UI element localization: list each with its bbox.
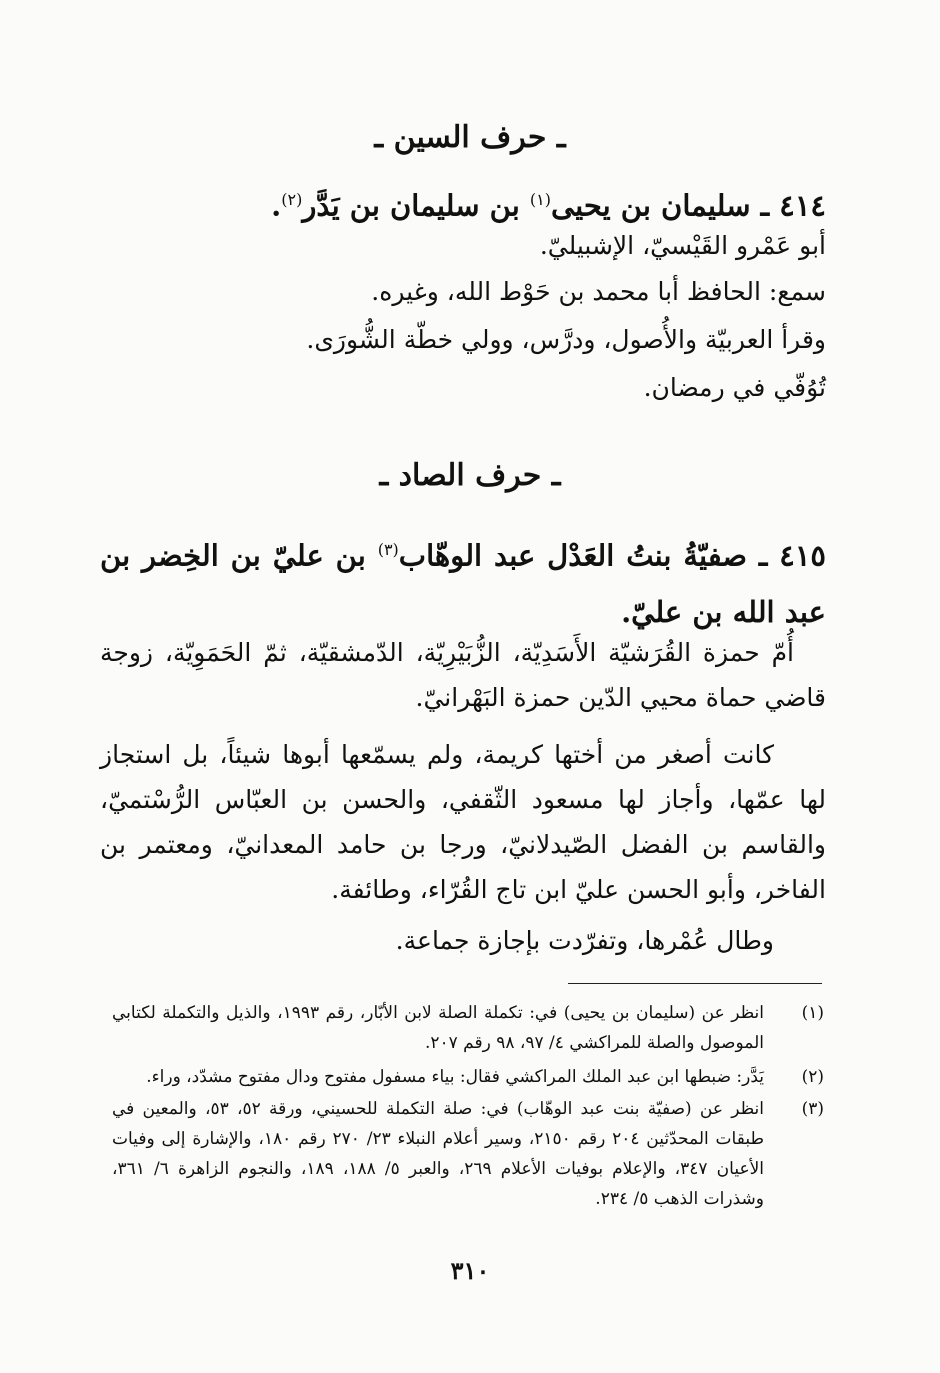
entry-415-paragraph: أُمّ حمزة القُرَشيّة الأَسَدِيّة، الزُّبَيْرِيّة، الدّمشقيّة، ثمّ الحَمَوِيّة، زوجة قاضي حماة محيي الدّين حمزة البَهْرانيّ. xyxy=(100,638,826,712)
footnote-ref-3: (٣) xyxy=(377,540,399,559)
entry-414-line: سمع: الحافظ أبا محمد بن حَوْط الله، وغيره. xyxy=(371,277,826,306)
section-heading-sad: ـ حرف الصاد ـ xyxy=(379,458,561,493)
footnote-text: يَدَّر: ضبطها ابن عبد الملك المراكشي فقال: بياء مسفول مفتوح ودال مفتوح مشدّد، وراء. xyxy=(146,1067,764,1087)
footnote-number: (٢) xyxy=(801,1067,824,1087)
entry-414-line: أبو عَمْرو القَيْسيّ، الإشبيليّ. xyxy=(539,231,826,260)
entry-414-line: تُوُفّي في رمضان. xyxy=(643,373,826,402)
footnote-number: (١) xyxy=(801,1003,824,1023)
footnote-ref-1: (١) xyxy=(529,190,551,209)
footnote-text: انظر عن (سليمان بن يحيى) في: تكملة الصلة لابن الأبّار، رقم ١٩٩٣، والذيل والتكملة لكتابي الموصول والصلة للمراكشي ٤/ ٩٧، ٩٨ رقم ٢٠٧. xyxy=(112,1003,764,1053)
entry-415-name-rest: بن عليّ بن الخِضر بن عبد الله بن عليّ. xyxy=(100,538,826,629)
entry-415-paragraph: كانت أصغر من أختها كريمة، ولم يسمّعها أبوها شيئاً، بل استجاز لها عمّها، وأجاز لها مسعود الثّقفي، والحسن بن العبّاس الرُّسْتميّ، والقاسم بن الفضل الصّيدلانيّ، ورجا بن حامد المعدانيّ، ومعتمر بن الفاخر، وأبو الحسن عليّ ابن تاج القُرّاء، وطائفة. xyxy=(100,740,826,904)
entry-414-name: ٤١٤ ـ سليمان بن يحيى xyxy=(550,188,826,223)
footnote-2 xyxy=(112,1062,824,1092)
footnote-separator xyxy=(568,983,822,984)
footnote-number: (٣) xyxy=(801,1099,824,1119)
section-heading-seen: ـ حرف السين ـ xyxy=(374,120,566,155)
entry-414-line: وقرأ العربيّة والأُصول، ودرَّس، وولي خطّة الشُّورَى. xyxy=(306,325,826,354)
footnote-1 xyxy=(112,998,824,1058)
entry-415-title xyxy=(100,522,826,640)
entry-414-name-rest: بن سليمان بن يَدَّر xyxy=(302,188,530,223)
footnote-3 xyxy=(112,1094,824,1214)
entry-415-paragraph: وطال عُمْرها، وتفرّدت بإجازة جماعة. xyxy=(395,926,774,955)
footnote-text: انظر عن (صفيّة بنت عبد الوهّاب) في: صلة التكملة للحسيني، ورقة ٥٢، ٥٣، والمعين في طبقات المحدّثين ٢٠٤ رقم ٢١٥٠، وسير أعلام النبلاء ٢٣/ ٢٧٠ رقم ١٨٠، والإشارة إلى وفيات الأعيان ٣٤٧، والإعلام بوفيات الأعلام ٢٦٩، والعبر ٥/ ١٨٨، ١٨٩، والنجوم الزاهرة ٦/ ٣٦١، وشذرات الذهب ٥/ ٢٣٤. xyxy=(112,1099,765,1209)
footnote-ref-2: (٢) xyxy=(281,190,303,209)
entry-415-name: ٤١٥ ـ صفيّةُ بنتُ العَدْل عبد الوهّاب xyxy=(398,538,826,573)
entry-414-title: ٤١٤ ـ سليمان بن يحيى$^{(١)}$ بن سليمان بن يَدَّر$^{(٢)}$. xyxy=(271,188,826,223)
page-number: ٣١٠ xyxy=(450,1256,490,1285)
